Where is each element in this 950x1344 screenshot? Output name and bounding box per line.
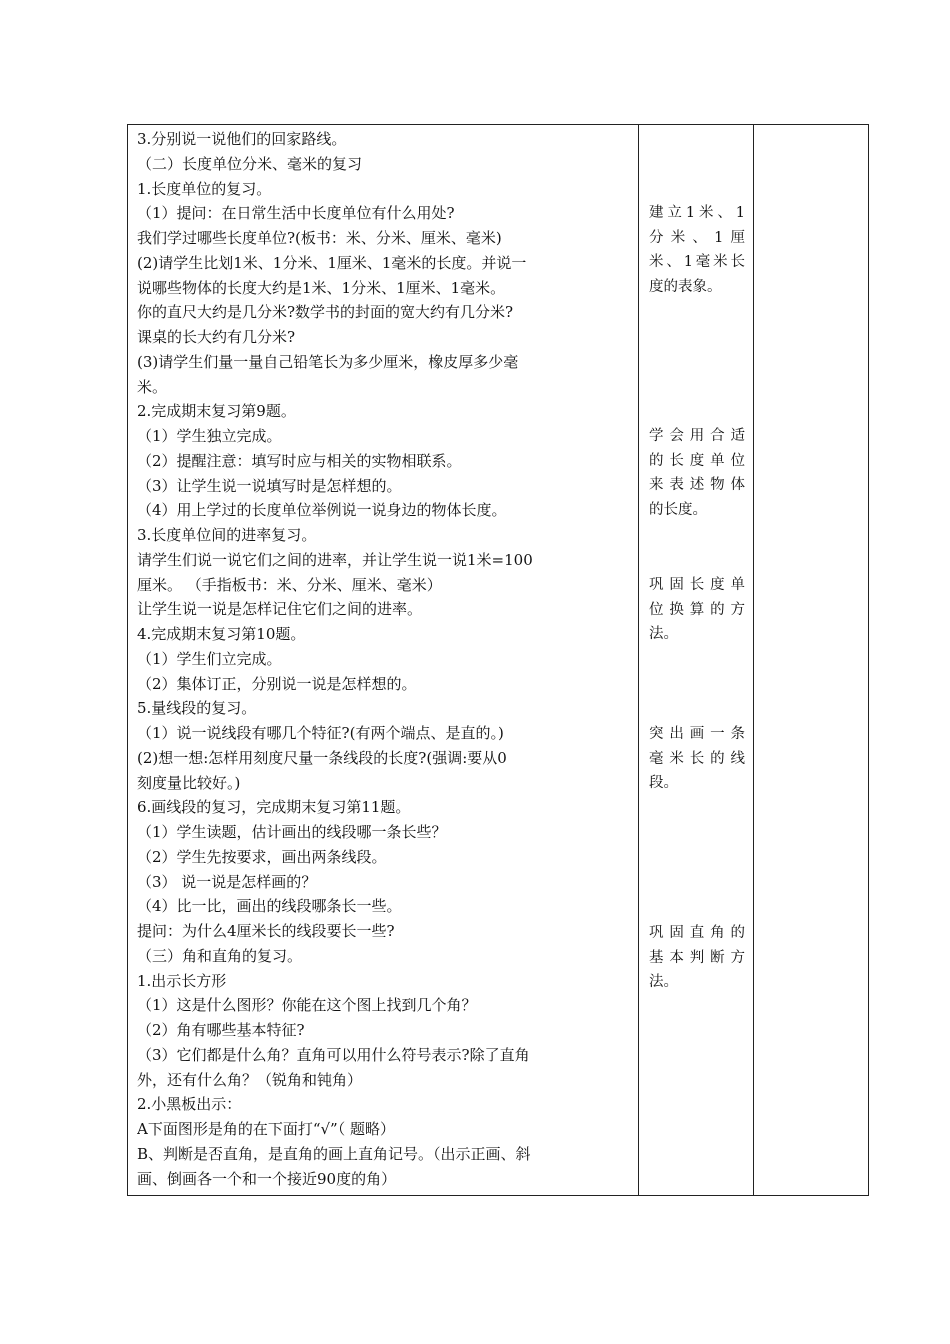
text-line: 画、倒画各一个和一个接近90度的角） bbox=[137, 1169, 397, 1188]
text-line: 6.画线段的复习，完成期末复习第11题。 bbox=[137, 798, 411, 817]
text-line: （2）学生先按要求，画出两条线段。 bbox=[137, 847, 387, 866]
text-line: （1）提问：在日常生活中长度单位有什么用处? bbox=[137, 204, 455, 223]
remarks-column bbox=[754, 125, 868, 1195]
text-line: 请学生们说一说它们之间的进率，并让学生说一说1米=100 bbox=[137, 550, 533, 569]
text-line: 1.出示长方形 bbox=[137, 971, 227, 990]
note-line: 度的表象。 bbox=[649, 278, 722, 295]
text-line: 4.完成期末复习第10题。 bbox=[137, 625, 306, 643]
text-line: 米。 bbox=[137, 377, 168, 396]
text-line: （4）比一比，画出的线段哪条长一些。 bbox=[137, 897, 402, 916]
note-block bbox=[649, 424, 745, 522]
text-line: 3.长度单位间的进率复习。 bbox=[137, 526, 317, 544]
text-line: 你的直尺大约是几分米?数学书的封面的宽大约有几分米? bbox=[137, 303, 514, 322]
note-line: 法。 bbox=[649, 974, 678, 991]
text-line: 说哪些物体的长度大约是1米、1分米、1厘米、1毫米。 bbox=[137, 278, 506, 297]
design-intent-column bbox=[639, 125, 754, 1195]
note-line: 巩固长度单 bbox=[649, 577, 745, 593]
text-line: 2.完成期末复习第9题。 bbox=[137, 402, 296, 421]
note-line: 米、1毫米长 bbox=[649, 254, 745, 271]
text-line: （2）集体订正，分别说一说是怎样想的。 bbox=[137, 674, 417, 693]
text-line: B、判断是否直角，是直角的画上直角记号。（出示正画、斜 bbox=[137, 1144, 531, 1163]
text-line: （二）长度单位分米、毫米的复习 bbox=[137, 154, 363, 173]
text-line: （3）让学生说一说填写时是怎样想的。 bbox=[137, 476, 402, 495]
text-line: 1.长度单位的复习。 bbox=[137, 179, 272, 198]
note-line: 段。 bbox=[649, 775, 678, 792]
text-line: （2）角有哪些基本特征? bbox=[137, 1021, 305, 1039]
note-line: 建立1米、1 bbox=[649, 205, 745, 221]
text-line: 刻度量比较好。) bbox=[137, 773, 241, 792]
text-line: (2)想一想:怎样用刻度尺量一条线段的长度?(强调:要从0 bbox=[137, 748, 507, 767]
text-line: （1）学生们立完成。 bbox=[137, 649, 282, 668]
note-line: 学会用合适 bbox=[649, 428, 745, 444]
text-line: (3)请学生们量一量自己铅笔长为多少厘米，橡皮厚多少毫 bbox=[137, 352, 519, 371]
text-line: （1）学生独立完成。 bbox=[137, 427, 282, 445]
lesson-plan-table bbox=[127, 124, 869, 1196]
text-line: （三）角和直角的复习。 bbox=[137, 946, 303, 965]
text-line: (2)请学生比划1米、1分米、1厘米、1毫米的长度。并说一 bbox=[137, 253, 527, 272]
note-block bbox=[649, 573, 745, 647]
text-line: （1）这是什么图形？你能在这个图上找到几个角？ bbox=[137, 996, 477, 1015]
text-line: 厘米。 （手指板书：米、分米、厘米、毫米） bbox=[137, 575, 442, 594]
text-line: 5.量线段的复习。 bbox=[137, 699, 257, 718]
text-line: （2）提醒注意：填写时应与相关的实物相联系。 bbox=[137, 451, 462, 470]
text-line: 2.小黑板出示： bbox=[137, 1095, 242, 1114]
text-line: （4）用上学过的长度单位举例说一说身边的物体长度。 bbox=[137, 501, 507, 520]
note-block bbox=[649, 201, 745, 299]
text-line: （1）学生读题，估计画出的线段哪一条长些？ bbox=[137, 823, 447, 841]
text-line: 提问：为什么4厘米长的线段要长一些? bbox=[137, 922, 395, 940]
note-line: 毫米长的线 bbox=[649, 750, 745, 767]
text-line: 让学生说一说是怎样记住它们之间的进率。 bbox=[137, 600, 423, 619]
text-line: 我们学过哪些长度单位?(板书：米、分米、厘米、毫米) bbox=[137, 229, 502, 247]
note-line: 法。 bbox=[649, 626, 678, 643]
text-line: （3）它们都是什么角？直角可以用什么符号表示?除了直角 bbox=[137, 1045, 530, 1064]
note-line: 的长度。 bbox=[649, 501, 707, 518]
note-block bbox=[649, 921, 745, 995]
text-line: 课桌的长大约有几分米? bbox=[137, 328, 296, 346]
text-line: 外，还有什么角？（锐角和钝角） bbox=[137, 1070, 363, 1089]
note-line: 巩固直角的 bbox=[649, 925, 745, 941]
text-line: （3） 说一说是怎样画的？ bbox=[137, 872, 317, 891]
text-line: （1）说一说线段有哪几个特征?(有两个端点、是直的。) bbox=[137, 724, 504, 742]
note-line: 来表述物体 bbox=[649, 477, 745, 494]
note-line: 突出画一条 bbox=[649, 726, 745, 742]
note-line: 基本判断方 bbox=[649, 949, 745, 966]
note-line: 的长度单位 bbox=[649, 452, 745, 469]
note-line: 位换算的方 bbox=[649, 601, 745, 618]
text-line: A下面图形是角的在下面打“√”（ 题略） bbox=[137, 1120, 395, 1138]
note-block bbox=[649, 722, 745, 796]
text-line: 3.分别说一说他们的回家路线。 bbox=[137, 130, 347, 148]
note-line: 分米、1厘 bbox=[649, 229, 745, 246]
teaching-process-column bbox=[128, 125, 639, 1195]
